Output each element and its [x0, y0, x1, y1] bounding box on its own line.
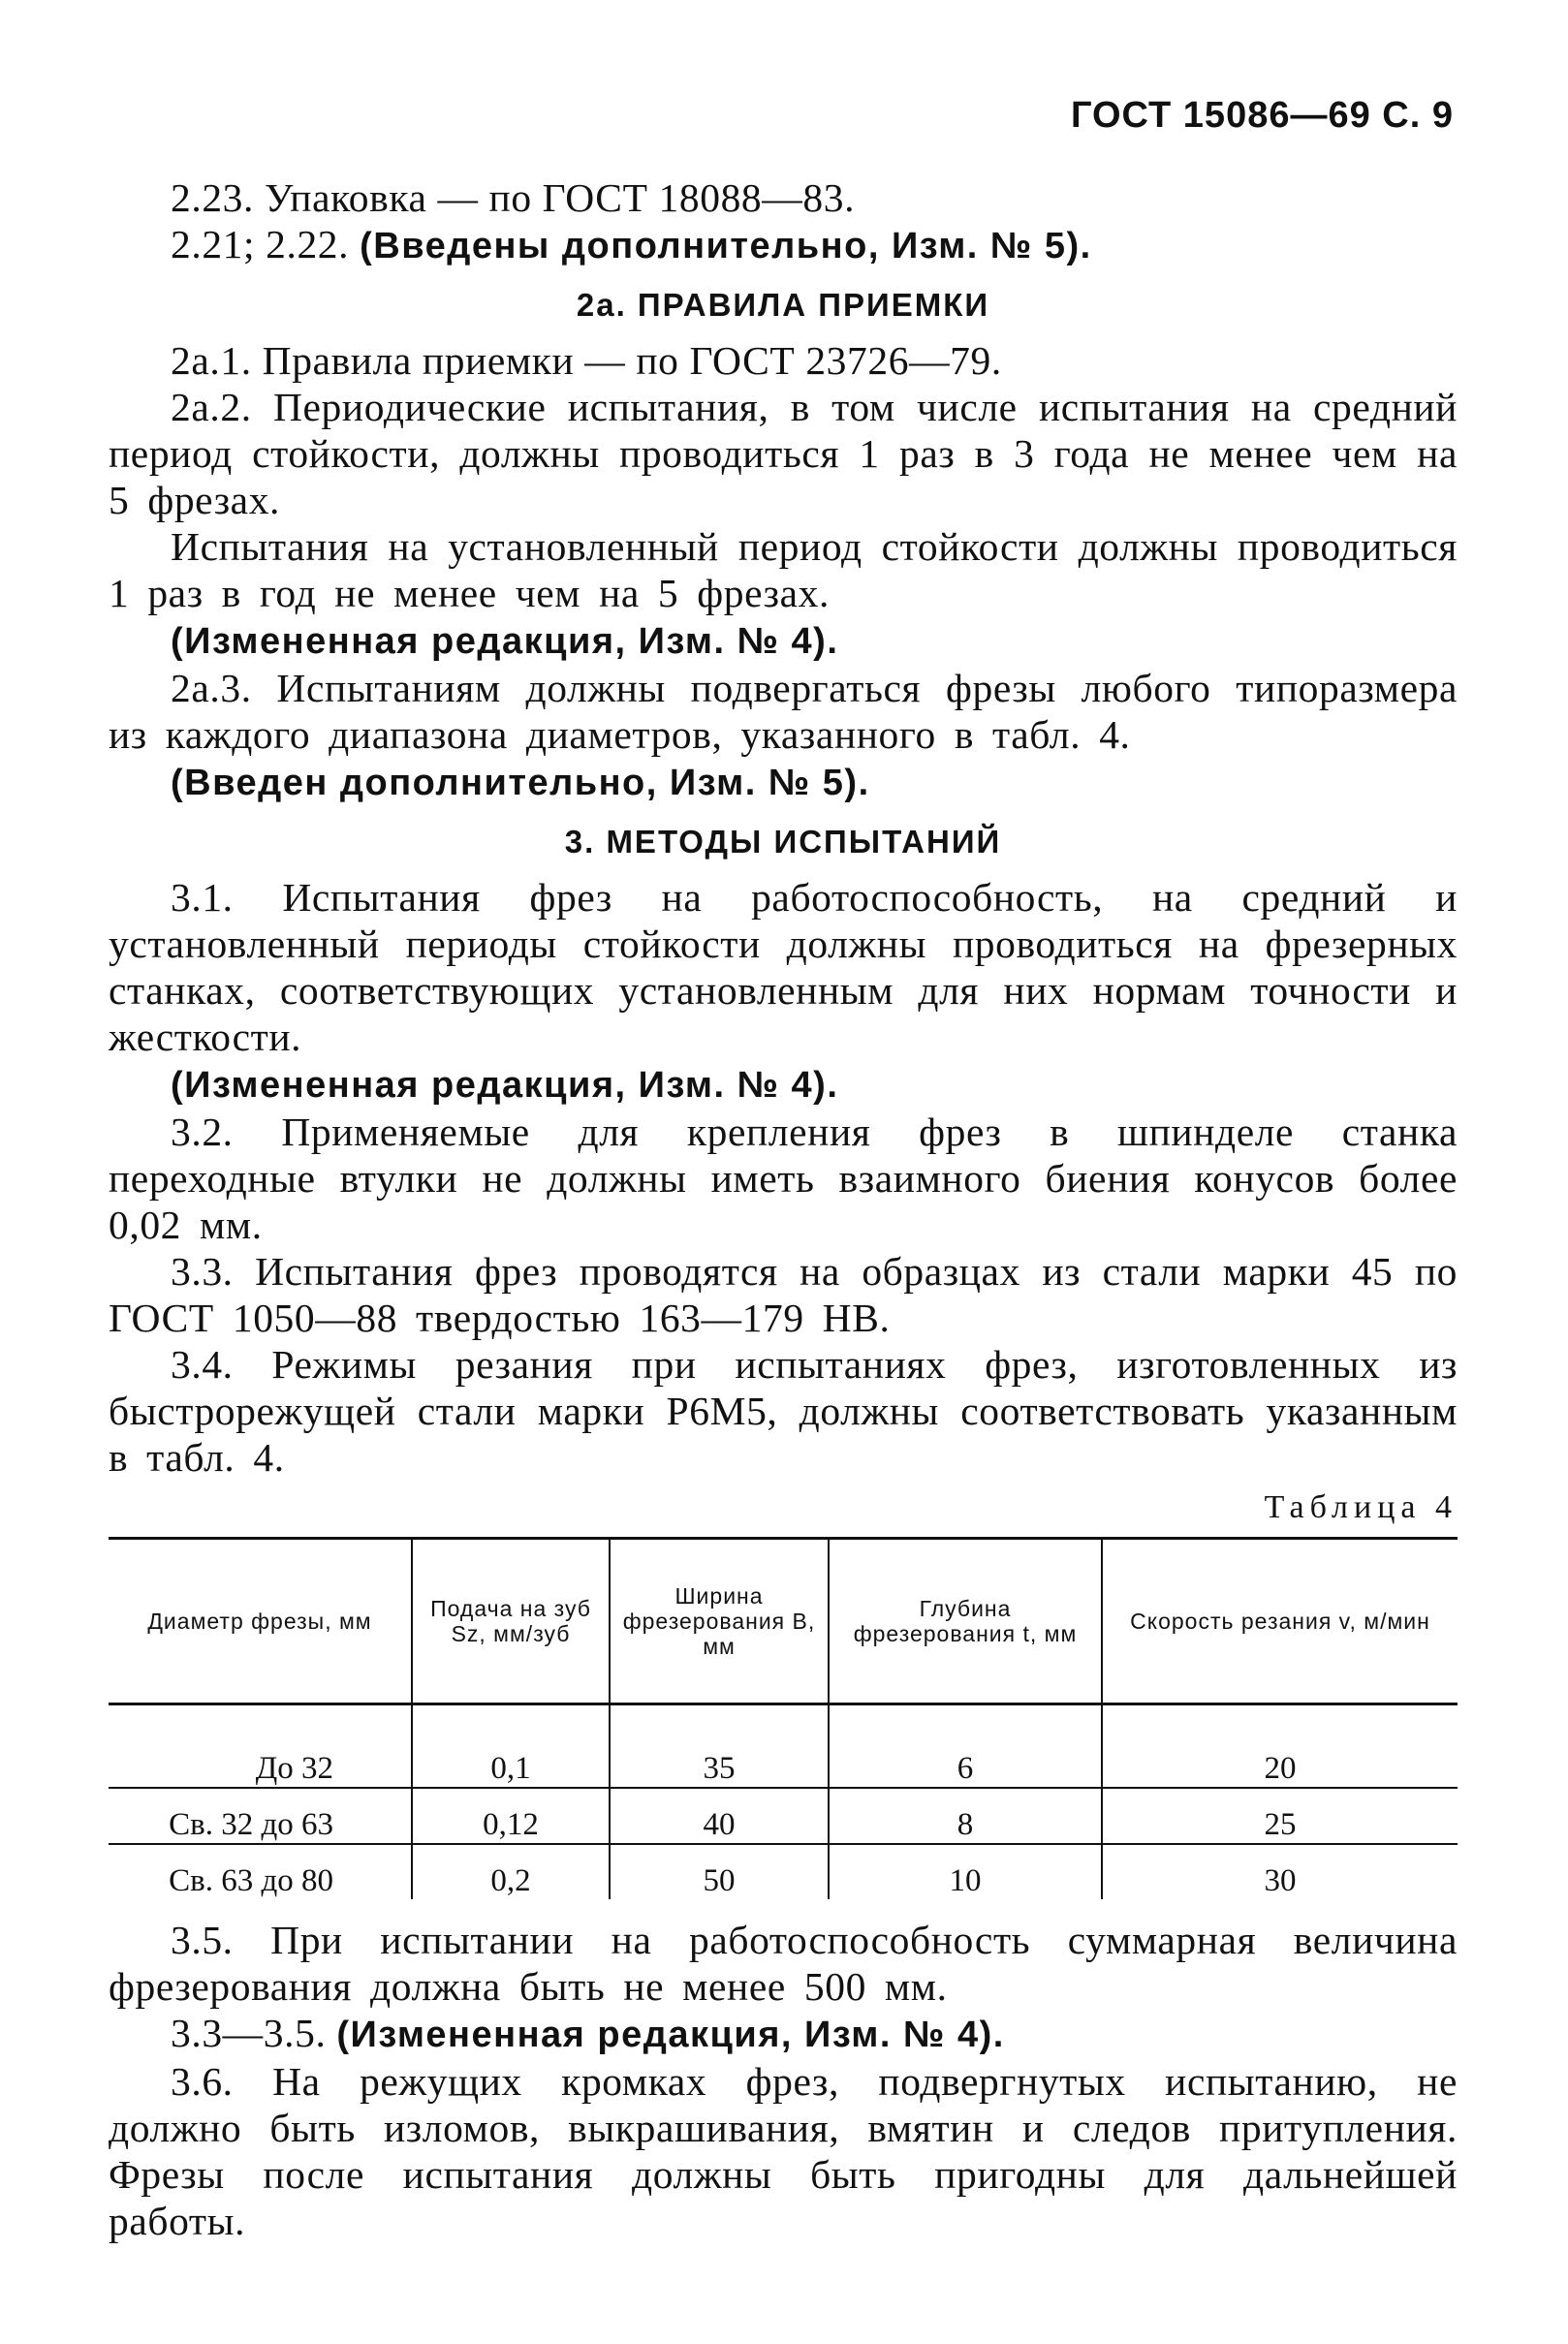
paragraph-3-4: 3.4. Режимы резания при испытаниях фрез, изготовленных из быстрорежущей стали марки Р6М5, должны соответствовать указанным в табл. 4.	[109, 1342, 1458, 1480]
section-heading-3: 3. МЕТОДЫ ИСПЫТАНИЙ	[564, 824, 1002, 859]
table-cell: 50	[610, 1844, 829, 1899]
paragraph-2-23: 2.23. Упаковка — по ГОСТ 18088—83.	[171, 175, 856, 220]
table-cell: Св. 63 до 80	[169, 1863, 333, 1898]
amendment-bold: (Измененная редакция, Изм. № 4).	[171, 621, 839, 662]
table-cell: 35	[610, 1704, 829, 1789]
table-cell: 0,1	[412, 1704, 610, 1789]
note-prefix: 2.21; 2.22.	[171, 222, 361, 266]
table-caption: Таблица 4	[1264, 1489, 1458, 1525]
table-cell: 8	[829, 1788, 1102, 1844]
paragraph-2a-2: 2а.2. Периодические испытания, в том числе испытания на средний период стойкости, должны проводиться 1 раз в 3 года не менее чем на 5 фрезах.	[109, 385, 1458, 522]
table-cell: 30	[1102, 1844, 1458, 1899]
table-header-cell: Диаметр фрезы, мм	[109, 1539, 412, 1704]
paragraph-3-1: 3.1. Испытания фрез на работоспособность, на средний и установленный периоды стойкости должны проводиться на фрезерных станках, соответствующих установленным для них нормам точности и жесткости.	[109, 875, 1458, 1059]
table-4	[109, 1537, 1458, 1899]
table-cell: 10	[829, 1844, 1102, 1899]
table-cell: 40	[610, 1788, 829, 1844]
amendment-note-3-3-3-5	[109, 2010, 1458, 2058]
paragraph-3-5: 3.5. При испытании на работоспособность суммарная величина фрезерования должна быть не менее 500 мм.	[109, 1918, 1458, 2009]
table-header-cell: Глубина фрезерования t, мм	[829, 1539, 1102, 1704]
table-header-cell: Подача на зуб Sz, мм/зуб	[412, 1539, 610, 1704]
table-row	[109, 1844, 1458, 1899]
table-header-cell: Ширина фрезерования B, мм	[610, 1539, 829, 1704]
table-cell: 0,12	[412, 1788, 610, 1844]
amendment-note	[109, 1060, 1458, 1109]
paragraph-2a-1: 2а.1. Правила приемки — по ГОСТ 23726—79.	[171, 338, 1002, 383]
page-header: ГОСТ 15086—69 С. 9	[1070, 95, 1454, 136]
amendment-bold: (Измененная редакция, Изм. № 4).	[336, 2015, 1005, 2055]
table-row	[109, 1704, 1458, 1789]
amendment-note	[109, 758, 1458, 806]
table-header-row	[109, 1539, 1458, 1704]
table-cell: Св. 32 до 63	[109, 1788, 412, 1844]
paragraph-3-6: 3.6. На режущих кромках фрез, подвергнутых испытанию, не должно быть изломов, выкрашивания, вмятин и следов притупления. Фрезы после испытания должны быть пригодны для дальнейшей работы.	[109, 2059, 1458, 2243]
paragraph-3-3: 3.3. Испытания фрез проводятся на образцах из стали марки 45 по ГОСТ 1050—88 твердостью 163—179 НВ.	[109, 1249, 1458, 1340]
table-cell: 25	[1102, 1788, 1458, 1844]
note-2-21-2-22	[109, 221, 1458, 269]
amendment-bold: (Введен дополнительно, Изм. № 5).	[171, 763, 870, 803]
section-heading-2a: 2а. ПРАВИЛА ПРИЕМКИ	[576, 287, 990, 323]
paragraph-2a-3: 2а.3. Испытаниям должны подвергаться фрезы любого типоразмера из каждого диапазона диаметров, указанного в табл. 4.	[109, 666, 1458, 757]
table-cell: 6	[829, 1704, 1102, 1789]
amendment-bold: (Измененная редакция, Изм. № 4).	[171, 1065, 839, 1106]
document-body	[109, 174, 1458, 2244]
amendment-note	[109, 616, 1458, 665]
table-cell: До 32	[109, 1704, 412, 1789]
table-cell: 20	[1102, 1704, 1458, 1789]
table-row	[109, 1788, 1458, 1844]
paragraph-3-2: 3.2. Применяемые для крепления фрез в шпинделе станка переходные втулки не должны иметь взаимного биения конусов более 0,02 мм.	[109, 1109, 1458, 1247]
note-bold: (Введены дополнительно, Изм. № 5).	[360, 226, 1092, 266]
table-header-cell: Скорость резания v, м/мин	[1102, 1539, 1458, 1704]
note-prefix: 3.3—3.5.	[171, 2011, 337, 2055]
table-cell: 0,2	[412, 1844, 610, 1899]
paragraph-2a-2-cont: Испытания на установленный период стойкости должны проводиться 1 раз в год не менее чем на 5 фрезах.	[109, 524, 1458, 615]
